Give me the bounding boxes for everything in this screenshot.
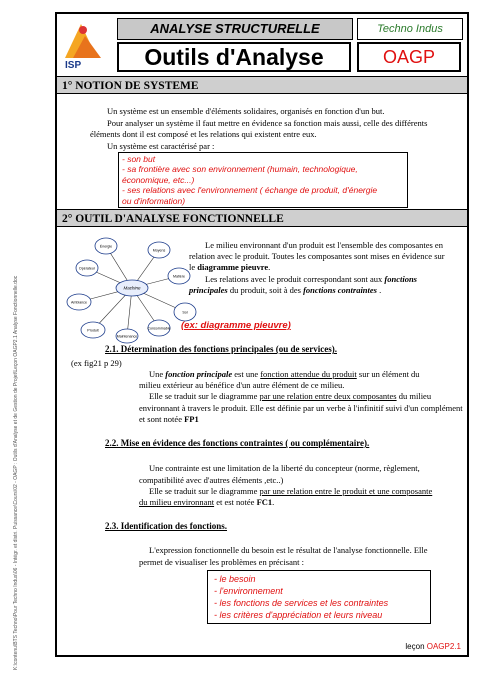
node-8: Maintenance [116, 334, 138, 339]
node-1: Moyens [152, 248, 166, 253]
s1-p1: Un système est un ensemble d'éléments solidaires, organisés en fonction d'un but. [107, 106, 385, 116]
s22-title: 2.2. Mise en évidence des fonctions contraintes ( ou complémentaire). [105, 438, 370, 448]
header-title: ANALYSE STRUCTURELLE [117, 18, 353, 40]
node-4: Ambiance [71, 300, 87, 305]
s1-p2b: éléments dont il est composé et les relations qui existent entre eux. [90, 129, 317, 139]
s23-l2: permet de visualiser les problèmes en précisant : [139, 557, 304, 567]
s21-l2: milieu extérieur au bénéfice d'un autre élément de ce milieu. [139, 380, 345, 390]
s22-l4: du milieu environnant et est notée FC1. [139, 497, 275, 507]
s2-p1-l2: relation avec le produit. Toutes les composantes sont mises en évidence sur [189, 251, 445, 261]
s22-l3: Elle se traduit sur le diagramme par une relation entre le produit et une composante [149, 486, 433, 496]
s21-l4: environnant à travers le produit. Elle est définie par un verbe à l'infinitif suivi d'un complément [139, 403, 463, 413]
node-3: Matière [173, 274, 185, 279]
s23-title: 2.3. Identification des fonctions. [105, 521, 228, 531]
node-6: Produit [87, 328, 99, 333]
s1-p3: Un système est caractérisé par : [107, 141, 215, 151]
header-techno: Techno Indus [357, 18, 463, 40]
s2-p2-l1: Les relations avec le produit correspondant sont aux fonctions [205, 274, 417, 284]
s22-l2: compatibilité avec d'autres éléments ,etc..) [139, 475, 284, 485]
document-page [55, 12, 469, 657]
node-center: Machine [123, 285, 141, 291]
svg-text:ISP: ISP [65, 60, 82, 71]
s21-l1: Une fonction principale est une fonction attendue du produit sur un élément du [149, 369, 420, 379]
section-2-title: 2° OUTIL D'ANALYSE FONCTIONNELLE [57, 209, 467, 227]
s21-title: 2.1. Détermination des fonctions principales (ou de services). [105, 344, 337, 354]
side-file-path: K:\contenu\BTS Techno\Pour Techno Indus\06 - Intégr. et distri. Puissance\Cours\02 - OAGP : Outils d'Analyse et de Gestion de Projet\Leçon OAGP2.1 Analyse Fonctionnelle.doc [13, 275, 19, 670]
s23-list-box: - le besoin - l'environnement - les fonctions de services et les contraintes - les critères d'appréciation et leurs niveau [207, 570, 431, 624]
s1-characteristics-box: - son but - sa frontière avec son environnement (humain, technologique, économique, etc...) - ses relations avec l'environnement ( échange de produit, d'énergie ou d'information) [118, 152, 408, 208]
s1-p2a: Pour analyser un système il faut mettre en évidence sa fonction mais aussi, celle des différents [107, 118, 428, 128]
s2-p1-l1: Le milieu environnant d'un produit est l'ensemble des composantes en [205, 240, 443, 250]
s21-ref: (ex fig21 p 29) [71, 358, 122, 368]
node-5: Sol [182, 310, 188, 315]
s2-p1-l3: le diagramme pieuvre. [189, 262, 271, 272]
s21-l5: et sont notée FP1 [139, 414, 199, 424]
node-2: Opérateur [78, 266, 96, 271]
section-1-title: 1° NOTION DE SYSTEME [57, 76, 467, 94]
isp-logo [59, 16, 109, 74]
s21-l3: Elle se traduit sur le diagramme par une relation entre deux composantes du milieu [149, 391, 432, 401]
example-label: (ex: diagramme pieuvre) [181, 320, 291, 331]
s23-l1: L'expression fonctionnelle du besoin est le résultat de l'analyse fonctionnelle. Elle [149, 545, 428, 555]
node-7: Consommable [147, 326, 171, 331]
header-code: OAGP [357, 42, 461, 72]
s22-l1: Une contrainte est une limitation de la liberté du concepteur (norme, règlement, [149, 463, 420, 473]
header-subtitle: Outils d'Analyse [117, 42, 351, 72]
s2-p2-l2: principales du produit, soit à des fonctions contraintes . [189, 285, 382, 295]
page-header [57, 14, 467, 77]
node-0: Énergie [99, 244, 113, 249]
page-footer: leçon OAGP2.1 [405, 642, 461, 651]
